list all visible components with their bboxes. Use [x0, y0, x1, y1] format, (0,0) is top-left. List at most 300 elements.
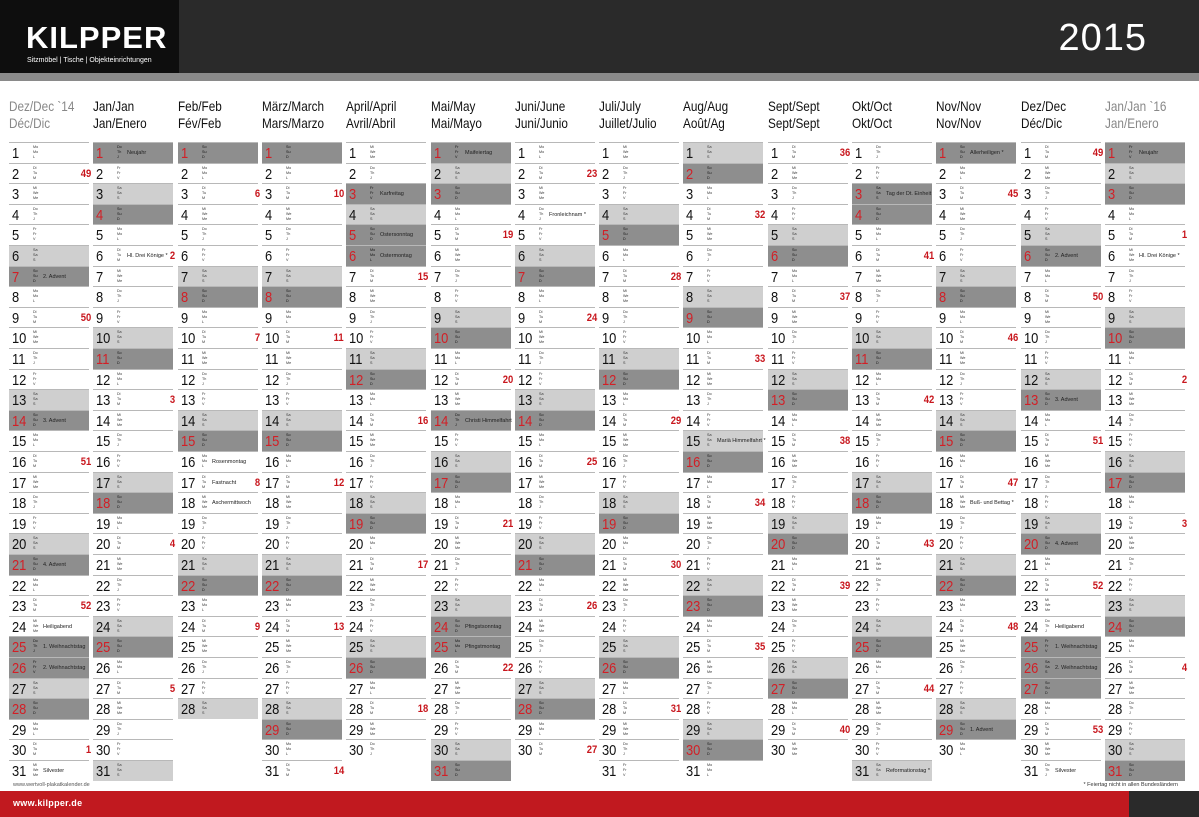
day-cell[interactable]	[936, 554, 1016, 575]
day-cell[interactable]	[262, 657, 342, 678]
day-cell[interactable]	[93, 616, 173, 637]
day-cell[interactable]	[178, 616, 258, 637]
day-cell[interactable]	[515, 616, 595, 637]
day-cell[interactable]	[768, 389, 848, 410]
day-cell[interactable]	[1021, 698, 1101, 719]
day-cell[interactable]	[683, 451, 763, 472]
day-cell[interactable]	[93, 554, 173, 575]
day-cell[interactable]	[431, 739, 511, 760]
day-cell[interactable]	[683, 369, 763, 390]
day-cell[interactable]	[9, 472, 89, 493]
day-cell[interactable]	[852, 636, 932, 657]
day-cell[interactable]	[599, 657, 679, 678]
day-cell[interactable]	[515, 245, 595, 266]
day-cell[interactable]	[1105, 410, 1185, 431]
day-cell[interactable]	[515, 410, 595, 431]
day-cell[interactable]	[9, 142, 89, 163]
day-cell[interactable]	[852, 698, 932, 719]
day-cell[interactable]	[431, 719, 511, 740]
day-cell[interactable]	[768, 307, 848, 328]
day-cell[interactable]	[768, 204, 848, 225]
day-cell[interactable]	[431, 245, 511, 266]
day-cell[interactable]	[936, 245, 1016, 266]
day-cell[interactable]	[683, 183, 763, 204]
day-cell[interactable]	[262, 760, 342, 781]
day-cell[interactable]	[768, 266, 848, 287]
day-cell[interactable]	[9, 533, 89, 554]
day-cell[interactable]	[93, 636, 173, 657]
day-cell[interactable]	[262, 554, 342, 575]
day-cell[interactable]	[431, 410, 511, 431]
day-cell[interactable]	[515, 698, 595, 719]
day-cell[interactable]	[1105, 389, 1185, 410]
day-cell[interactable]	[852, 595, 932, 616]
day-cell[interactable]	[1021, 678, 1101, 699]
day-cell[interactable]	[768, 678, 848, 699]
day-cell[interactable]	[1021, 224, 1101, 245]
day-cell[interactable]	[9, 183, 89, 204]
day-cell[interactable]	[599, 348, 679, 369]
day-cell[interactable]	[768, 430, 848, 451]
day-cell[interactable]	[9, 266, 89, 287]
day-cell[interactable]	[852, 575, 932, 596]
day-cell[interactable]	[431, 616, 511, 637]
day-cell[interactable]	[1105, 760, 1185, 781]
day-cell[interactable]	[262, 575, 342, 596]
day-cell[interactable]	[262, 636, 342, 657]
day-cell[interactable]	[1021, 348, 1101, 369]
day-cell[interactable]	[599, 307, 679, 328]
day-cell[interactable]	[346, 245, 426, 266]
day-cell[interactable]	[1105, 657, 1185, 678]
day-cell[interactable]	[599, 698, 679, 719]
day-cell[interactable]	[178, 224, 258, 245]
day-cell[interactable]	[683, 286, 763, 307]
day-cell[interactable]	[683, 410, 763, 431]
day-cell[interactable]	[515, 348, 595, 369]
day-cell[interactable]	[1021, 533, 1101, 554]
day-cell[interactable]	[852, 616, 932, 637]
day-cell[interactable]	[346, 616, 426, 637]
day-cell[interactable]	[683, 595, 763, 616]
day-cell[interactable]	[599, 369, 679, 390]
day-cell[interactable]	[599, 554, 679, 575]
day-cell[interactable]	[346, 369, 426, 390]
day-cell[interactable]	[683, 348, 763, 369]
day-cell[interactable]	[683, 327, 763, 348]
day-cell[interactable]	[93, 183, 173, 204]
day-cell[interactable]	[1105, 575, 1185, 596]
day-cell[interactable]	[431, 575, 511, 596]
day-cell[interactable]	[599, 513, 679, 534]
day-cell[interactable]	[768, 142, 848, 163]
day-cell[interactable]	[431, 224, 511, 245]
day-cell[interactable]	[93, 657, 173, 678]
day-cell[interactable]	[431, 472, 511, 493]
day-cell[interactable]	[262, 719, 342, 740]
day-cell[interactable]	[9, 224, 89, 245]
day-cell[interactable]	[683, 163, 763, 184]
day-cell[interactable]	[346, 410, 426, 431]
day-cell[interactable]	[599, 472, 679, 493]
day-cell[interactable]	[515, 595, 595, 616]
day-cell[interactable]	[768, 636, 848, 657]
day-cell[interactable]	[599, 451, 679, 472]
day-cell[interactable]	[1105, 472, 1185, 493]
day-cell[interactable]	[93, 595, 173, 616]
day-cell[interactable]	[599, 389, 679, 410]
day-cell[interactable]	[431, 286, 511, 307]
day-cell[interactable]	[683, 389, 763, 410]
day-cell[interactable]	[515, 533, 595, 554]
day-cell[interactable]	[936, 533, 1016, 554]
day-cell[interactable]	[431, 142, 511, 163]
day-cell[interactable]	[1021, 451, 1101, 472]
day-cell[interactable]	[1021, 163, 1101, 184]
day-cell[interactable]	[93, 369, 173, 390]
day-cell[interactable]	[178, 472, 258, 493]
day-cell[interactable]	[93, 410, 173, 431]
day-cell[interactable]	[683, 266, 763, 287]
day-cell[interactable]	[178, 595, 258, 616]
day-cell[interactable]	[768, 286, 848, 307]
day-cell[interactable]	[178, 389, 258, 410]
day-cell[interactable]	[1021, 616, 1101, 637]
day-cell[interactable]	[683, 575, 763, 596]
day-cell[interactable]	[1105, 245, 1185, 266]
day-cell[interactable]	[683, 204, 763, 225]
day-cell[interactable]	[262, 430, 342, 451]
day-cell[interactable]	[346, 678, 426, 699]
day-cell[interactable]	[852, 266, 932, 287]
day-cell[interactable]	[1105, 678, 1185, 699]
day-cell[interactable]	[93, 204, 173, 225]
day-cell[interactable]	[262, 286, 342, 307]
day-cell[interactable]	[431, 698, 511, 719]
day-cell[interactable]	[852, 327, 932, 348]
day-cell[interactable]	[178, 451, 258, 472]
day-cell[interactable]	[178, 698, 258, 719]
day-cell[interactable]	[262, 204, 342, 225]
day-cell[interactable]	[93, 513, 173, 534]
day-cell[interactable]	[262, 410, 342, 431]
day-cell[interactable]	[431, 430, 511, 451]
day-cell[interactable]	[515, 513, 595, 534]
day-cell[interactable]	[683, 698, 763, 719]
day-cell[interactable]	[1021, 266, 1101, 287]
day-cell[interactable]	[1021, 245, 1101, 266]
day-cell[interactable]	[852, 739, 932, 760]
day-cell[interactable]	[936, 369, 1016, 390]
day-cell[interactable]	[768, 739, 848, 760]
day-cell[interactable]	[1105, 286, 1185, 307]
day-cell[interactable]	[768, 492, 848, 513]
day-cell[interactable]	[599, 678, 679, 699]
day-cell[interactable]	[262, 327, 342, 348]
day-cell[interactable]	[346, 575, 426, 596]
day-cell[interactable]	[936, 389, 1016, 410]
day-cell[interactable]	[346, 183, 426, 204]
day-cell[interactable]	[599, 163, 679, 184]
day-cell[interactable]	[515, 204, 595, 225]
day-cell[interactable]	[599, 142, 679, 163]
day-cell[interactable]	[768, 472, 848, 493]
day-cell[interactable]	[9, 163, 89, 184]
day-cell[interactable]	[262, 595, 342, 616]
day-cell[interactable]	[346, 595, 426, 616]
day-cell[interactable]	[1021, 327, 1101, 348]
day-cell[interactable]	[178, 266, 258, 287]
day-cell[interactable]	[1021, 389, 1101, 410]
day-cell[interactable]	[1021, 410, 1101, 431]
day-cell[interactable]	[346, 513, 426, 534]
day-cell[interactable]	[936, 327, 1016, 348]
day-cell[interactable]	[93, 575, 173, 596]
day-cell[interactable]	[936, 286, 1016, 307]
day-cell[interactable]	[93, 142, 173, 163]
day-cell[interactable]	[936, 472, 1016, 493]
day-cell[interactable]	[178, 678, 258, 699]
day-cell[interactable]	[93, 348, 173, 369]
day-cell[interactable]	[515, 575, 595, 596]
day-cell[interactable]	[599, 533, 679, 554]
day-cell[interactable]	[683, 616, 763, 637]
day-cell[interactable]	[852, 183, 932, 204]
day-cell[interactable]	[9, 389, 89, 410]
day-cell[interactable]	[515, 224, 595, 245]
day-cell[interactable]	[431, 657, 511, 678]
day-cell[interactable]	[93, 163, 173, 184]
day-cell[interactable]	[599, 739, 679, 760]
day-cell[interactable]	[346, 430, 426, 451]
day-cell[interactable]	[515, 430, 595, 451]
day-cell[interactable]	[262, 472, 342, 493]
day-cell[interactable]	[768, 327, 848, 348]
day-cell[interactable]	[178, 554, 258, 575]
day-cell[interactable]	[9, 204, 89, 225]
day-cell[interactable]	[1021, 430, 1101, 451]
day-cell[interactable]	[93, 266, 173, 287]
day-cell[interactable]	[262, 451, 342, 472]
day-cell[interactable]	[1105, 739, 1185, 760]
day-cell[interactable]	[1105, 616, 1185, 637]
day-cell[interactable]	[93, 739, 173, 760]
day-cell[interactable]	[599, 760, 679, 781]
day-cell[interactable]	[936, 224, 1016, 245]
day-cell[interactable]	[683, 657, 763, 678]
day-cell[interactable]	[599, 616, 679, 637]
day-cell[interactable]	[936, 163, 1016, 184]
day-cell[interactable]	[1021, 492, 1101, 513]
day-cell[interactable]	[936, 492, 1016, 513]
day-cell[interactable]	[9, 678, 89, 699]
day-cell[interactable]	[599, 327, 679, 348]
day-cell[interactable]	[431, 369, 511, 390]
day-cell[interactable]	[936, 739, 1016, 760]
day-cell[interactable]	[262, 389, 342, 410]
day-cell[interactable]	[515, 472, 595, 493]
day-cell[interactable]	[346, 492, 426, 513]
day-cell[interactable]	[1021, 307, 1101, 328]
day-cell[interactable]	[1105, 369, 1185, 390]
day-cell[interactable]	[1105, 266, 1185, 287]
day-cell[interactable]	[431, 533, 511, 554]
day-cell[interactable]	[346, 307, 426, 328]
day-cell[interactable]	[9, 719, 89, 740]
day-cell[interactable]	[93, 224, 173, 245]
day-cell[interactable]	[9, 698, 89, 719]
day-cell[interactable]	[1105, 492, 1185, 513]
day-cell[interactable]	[346, 327, 426, 348]
day-cell[interactable]	[1021, 595, 1101, 616]
day-cell[interactable]	[346, 286, 426, 307]
day-cell[interactable]	[1105, 451, 1185, 472]
day-cell[interactable]	[431, 636, 511, 657]
day-cell[interactable]	[93, 389, 173, 410]
day-cell[interactable]	[346, 739, 426, 760]
day-cell[interactable]	[515, 719, 595, 740]
day-cell[interactable]	[9, 554, 89, 575]
day-cell[interactable]	[346, 554, 426, 575]
day-cell[interactable]	[9, 616, 89, 637]
day-cell[interactable]	[852, 678, 932, 699]
day-cell[interactable]	[852, 204, 932, 225]
day-cell[interactable]	[9, 348, 89, 369]
day-cell[interactable]	[515, 739, 595, 760]
day-cell[interactable]	[599, 575, 679, 596]
day-cell[interactable]	[936, 451, 1016, 472]
day-cell[interactable]	[852, 369, 932, 390]
day-cell[interactable]	[93, 698, 173, 719]
day-cell[interactable]	[431, 513, 511, 534]
day-cell[interactable]	[515, 307, 595, 328]
day-cell[interactable]	[1021, 636, 1101, 657]
day-cell[interactable]	[599, 245, 679, 266]
day-cell[interactable]	[515, 183, 595, 204]
day-cell[interactable]	[936, 204, 1016, 225]
day-cell[interactable]	[262, 616, 342, 637]
day-cell[interactable]	[768, 224, 848, 245]
day-cell[interactable]	[599, 595, 679, 616]
day-cell[interactable]	[936, 719, 1016, 740]
day-cell[interactable]	[852, 719, 932, 740]
day-cell[interactable]	[178, 410, 258, 431]
day-cell[interactable]	[852, 657, 932, 678]
day-cell[interactable]	[431, 204, 511, 225]
day-cell[interactable]	[599, 430, 679, 451]
day-cell[interactable]	[9, 595, 89, 616]
day-cell[interactable]	[1021, 142, 1101, 163]
day-cell[interactable]	[93, 327, 173, 348]
day-cell[interactable]	[515, 286, 595, 307]
day-cell[interactable]	[515, 369, 595, 390]
day-cell[interactable]	[1021, 286, 1101, 307]
day-cell[interactable]	[852, 533, 932, 554]
day-cell[interactable]	[431, 307, 511, 328]
day-cell[interactable]	[178, 533, 258, 554]
day-cell[interactable]	[1021, 204, 1101, 225]
day-cell[interactable]	[178, 657, 258, 678]
day-cell[interactable]	[178, 307, 258, 328]
day-cell[interactable]	[683, 472, 763, 493]
day-cell[interactable]	[599, 183, 679, 204]
day-cell[interactable]	[346, 348, 426, 369]
day-cell[interactable]	[93, 760, 173, 781]
day-cell[interactable]	[178, 204, 258, 225]
day-cell[interactable]	[936, 348, 1016, 369]
day-cell[interactable]	[9, 760, 89, 781]
day-cell[interactable]	[1021, 369, 1101, 390]
day-cell[interactable]	[262, 492, 342, 513]
day-cell[interactable]	[768, 595, 848, 616]
day-cell[interactable]	[936, 636, 1016, 657]
day-cell[interactable]	[768, 410, 848, 431]
day-cell[interactable]	[599, 286, 679, 307]
day-cell[interactable]	[683, 554, 763, 575]
day-cell[interactable]	[683, 245, 763, 266]
day-cell[interactable]	[852, 451, 932, 472]
day-cell[interactable]	[346, 719, 426, 740]
day-cell[interactable]	[515, 142, 595, 163]
day-cell[interactable]	[346, 472, 426, 493]
day-cell[interactable]	[515, 327, 595, 348]
day-cell[interactable]	[683, 678, 763, 699]
day-cell[interactable]	[1105, 307, 1185, 328]
day-cell[interactable]	[346, 266, 426, 287]
day-cell[interactable]	[431, 554, 511, 575]
day-cell[interactable]	[515, 492, 595, 513]
day-cell[interactable]	[9, 327, 89, 348]
day-cell[interactable]	[262, 369, 342, 390]
day-cell[interactable]	[1105, 183, 1185, 204]
day-cell[interactable]	[346, 389, 426, 410]
day-cell[interactable]	[683, 492, 763, 513]
day-cell[interactable]	[683, 224, 763, 245]
day-cell[interactable]	[852, 163, 932, 184]
day-cell[interactable]	[936, 575, 1016, 596]
day-cell[interactable]	[262, 245, 342, 266]
day-cell[interactable]	[431, 266, 511, 287]
day-cell[interactable]	[1021, 575, 1101, 596]
day-cell[interactable]	[852, 142, 932, 163]
day-cell[interactable]	[683, 430, 766, 451]
day-cell[interactable]	[852, 554, 932, 575]
day-cell[interactable]	[936, 183, 1016, 204]
day-cell[interactable]	[683, 760, 763, 781]
day-cell[interactable]	[683, 513, 763, 534]
day-cell[interactable]	[852, 492, 932, 513]
day-cell[interactable]	[431, 389, 511, 410]
day-cell[interactable]	[93, 492, 173, 513]
day-cell[interactable]	[346, 698, 426, 719]
day-cell[interactable]	[178, 636, 258, 657]
day-cell[interactable]	[683, 533, 763, 554]
day-cell[interactable]	[768, 183, 848, 204]
day-cell[interactable]	[1105, 204, 1185, 225]
day-cell[interactable]	[262, 266, 342, 287]
day-cell[interactable]	[1105, 513, 1185, 534]
day-cell[interactable]	[936, 678, 1016, 699]
day-cell[interactable]	[768, 533, 848, 554]
day-cell[interactable]	[93, 533, 173, 554]
day-cell[interactable]	[768, 698, 848, 719]
day-cell[interactable]	[431, 760, 511, 781]
day-cell[interactable]	[178, 348, 258, 369]
day-cell[interactable]	[346, 533, 426, 554]
day-cell[interactable]	[852, 348, 932, 369]
day-cell[interactable]	[346, 657, 426, 678]
day-cell[interactable]	[852, 472, 932, 493]
